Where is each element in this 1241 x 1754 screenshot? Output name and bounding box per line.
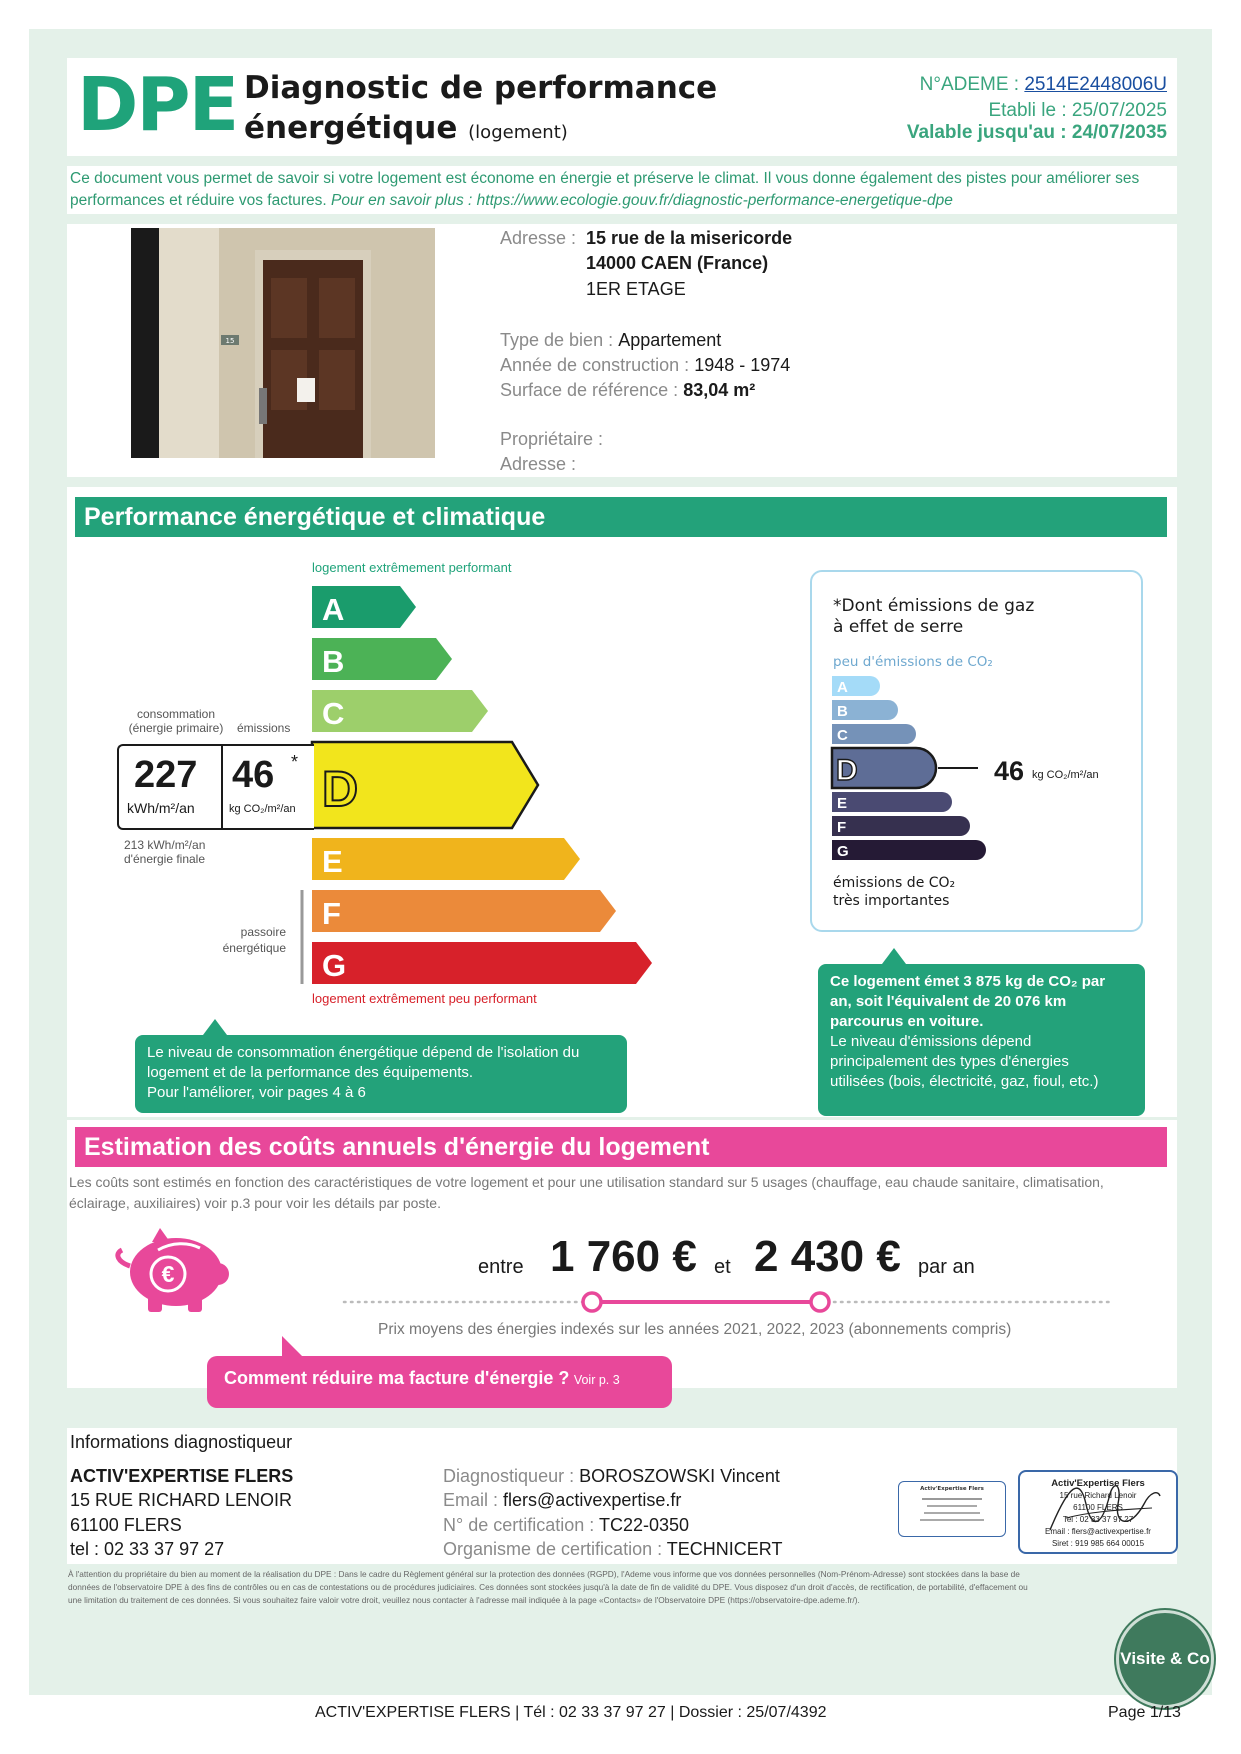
address-line3: 1ER ETAGE	[586, 279, 686, 299]
company-stamp-signed: Activ'Expertise Flers 15 rue Richard Lenoir 61100 FLERS Tel : 02 33 37 97 27 Email : flers@activexpertise.fr Siret : 919 985 664 00015	[1018, 1470, 1178, 1554]
energy-bar-f	[312, 890, 616, 932]
title-line2: énergétique (logement)	[244, 110, 568, 146]
header-panel	[67, 58, 1177, 156]
piggy-bank-icon	[108, 1228, 234, 1314]
consumption-box	[117, 744, 314, 830]
construction-year: Année de construction : 1948 - 1974	[500, 355, 791, 375]
ges-class-c: C	[837, 727, 848, 744]
euro-symbol: €	[161, 1261, 175, 1287]
energy-top-label: logement extrêmement performant	[312, 560, 512, 575]
intro-text: Ce document vous permet de savoir si votre logement est économe en énergie et préserve le climat. Il vous donne également des pistes pour améliorer ses performances et réduire vos factures. Pour en savoir plus : https://www.ecologie.gouv.fr/diagnostic-performance-energetique-dpe	[70, 170, 1140, 209]
energy-class-f: F	[322, 896, 341, 931]
address-label: Adresse :	[500, 228, 577, 248]
ges-bar-d	[832, 748, 936, 788]
energy-class-e: E	[322, 844, 343, 879]
certification-number: N° de certification : TC22-0350	[443, 1515, 690, 1535]
ademe-link[interactable]: 2514E2448006U	[1024, 74, 1167, 95]
intro-panel	[67, 166, 1177, 214]
ges-box	[810, 570, 1143, 932]
title-line1: Diagnostic de performance	[244, 70, 718, 106]
energy-class-c: C	[322, 696, 345, 731]
company-name: ACTIV'EXPERTISE FLERS	[70, 1466, 294, 1486]
property-panel	[67, 224, 1177, 477]
footer-info: ACTIV'EXPERTISE FLERS | Tél : 02 33 37 97 27 | Dossier : 25/07/4392	[315, 1704, 827, 1721]
title-suffix: (logement)	[468, 122, 568, 143]
reduce-bill-cta[interactable]: Comment réduire ma facture d'énergie ? Voir p. 3	[207, 1356, 672, 1408]
costs-description: Les coûts sont estimés en fonction des caractéristiques de votre logement et pour une utilisation standard sur 5 usages (chauffage, eau chaude sanitaire, climatisation, éclairage, auxiliaires) voir p.3 pour voir les détails par poste.	[69, 1174, 1104, 1211]
energy-bar-c	[312, 690, 488, 732]
emissions-star: *	[291, 752, 299, 772]
ges-bubble: Ce logement émet 3 875 kg de CO₂ par an, soit l'équivalent de 20 076 km parcourus en voiture. Le niveau d'émissions dépend principalement des types d'énergies utilisées (bois, électricité, gaz, fioul, etc.)	[818, 964, 1145, 1116]
diagnostician-title: Informations diagnostiqueur	[70, 1432, 293, 1452]
consumption-unit: kWh/m²/an	[127, 800, 195, 816]
ademe-number: N°ADEME : 2514E2448006U	[919, 74, 1167, 95]
performance-title: Performance énergétique et climatique	[75, 497, 1167, 537]
legal-notice: À l'attention du propriétaire du bien au moment de la réalisation du DPE : Dans le cadre du Règlement général sur la protection des données (RGPD), l'Ademe vous informe que vos données personnelles (Nom-Prénom-Adresse) sont stockées dans la base de données de l'observatoire DPE à des fins de contrôles ou en cas de contestations ou de procédures judiciaires. Ces données sont stockées jusqu'à la date de fin de validité du DPE. Vous disposez d'un droit d'accès, de rectification, de portabilité, d'effacement ou une limitation du traitement de ces données. Si vous souhaitez faire valoir votre droit, veuillez nous contacter à l'adresse mail indiquée à la page «Contacts» de l'Observatoire DPE (https://observatoire-dpe.ademe.fr/).	[68, 1569, 1028, 1605]
company-city: 61100 FLERS	[70, 1515, 182, 1535]
address-line2: 14000 CAEN (France)	[586, 253, 769, 273]
intro-more-link[interactable]: Pour en savoir plus : https://www.ecologie.gouv.fr/diagnostic-performance-energetique-dpe	[331, 192, 953, 209]
company-stamp-small: Activ'Expertise Flers	[898, 1481, 1006, 1537]
ges-bubble-pointer	[882, 948, 906, 964]
energy-bubble-pointer	[203, 1019, 227, 1035]
energy-bar-e	[312, 838, 580, 880]
energy-bubble: Le niveau de consommation énergétique dépend de l'isolation du logement et de la performance des équipements. Pour l'améliorer, voir pages 4 à 6	[135, 1035, 627, 1113]
dpe-logo: DPE	[77, 62, 238, 148]
address-line1: 15 rue de la misericorde	[586, 228, 793, 248]
reference-surface: Surface de référence : 83,04 m²	[500, 380, 756, 400]
etabli-date: Etabli le : 25/07/2025	[988, 100, 1167, 121]
ges-bar-c	[832, 724, 916, 744]
price-max-marker	[811, 1293, 829, 1311]
consumption-header: consommation (énergie primaire)	[128, 707, 224, 735]
ges-class-d: D	[836, 754, 858, 787]
ges-bar-f	[832, 816, 970, 836]
consumption-divider	[221, 746, 223, 828]
price-and: et	[714, 1256, 731, 1278]
ges-class-a: A	[837, 679, 848, 696]
ges-bar-e	[832, 792, 952, 812]
energy-class-b: B	[322, 644, 345, 679]
ges-unit: kg CO₂/m²/an	[1032, 769, 1099, 781]
energy-bottom-label: logement extrêmement peu performant	[312, 991, 537, 1006]
costs-title: Estimation des coûts annuels d'énergie du logement	[75, 1127, 1167, 1167]
owner-address-label: Adresse :	[500, 454, 577, 474]
emissions-header: émissions	[237, 721, 291, 735]
emissions-unit: kg CO₂/m²/an	[229, 803, 296, 815]
ges-class-b: B	[837, 703, 848, 720]
diagnostician-name: Diagnostiqueur : BOROSZOWSKI Vincent	[443, 1466, 780, 1486]
price-max: 2 430 €	[754, 1232, 901, 1281]
certification-org: Organisme de certification : TECHNICERT	[443, 1539, 783, 1559]
company-street: 15 RUE RICHARD LENOIR	[70, 1490, 293, 1510]
price-min: 1 760 €	[550, 1232, 697, 1281]
price-between: entre	[478, 1256, 524, 1278]
energy-bar-g	[312, 942, 652, 984]
ges-value: 46	[994, 756, 1025, 786]
ges-class-g: G	[837, 843, 849, 860]
diagnostician-email: Email : flers@activexpertise.fr	[443, 1490, 682, 1510]
energy-bar-d	[312, 742, 538, 828]
company-tel: tel : 02 33 37 97 27	[70, 1539, 225, 1559]
energy-bar-b	[312, 638, 452, 680]
visite-co-badge: Visite & Co	[1116, 1610, 1214, 1708]
final-energy: 213 kWh/m²/an d'énergie finale	[124, 838, 206, 866]
valable-date: Valable jusqu'au : 24/07/2035	[906, 122, 1167, 143]
ges-bar-b	[832, 700, 898, 720]
property-type: Type de bien : Appartement	[500, 330, 722, 350]
price-range-track	[340, 1290, 1114, 1314]
email-link[interactable]: flers@activexpertise.fr	[503, 1490, 682, 1510]
building-photo	[131, 228, 435, 458]
ges-bottom-label: émissions de CO₂ très importantes	[833, 875, 956, 909]
energy-class-d: D	[322, 761, 359, 817]
signature	[1040, 1474, 1164, 1546]
ges-bar-g	[832, 840, 986, 860]
ges-title: *Dont émissions de gaz à effet de serre	[833, 596, 1035, 637]
price-min-marker	[583, 1293, 601, 1311]
ges-class-e: E	[837, 795, 848, 812]
energy-class-a: A	[322, 592, 345, 627]
price-note: Prix moyens des énergies indexés sur les années 2021, 2022, 2023 (abonnements compris)	[378, 1321, 1012, 1338]
photo-number: 15	[225, 337, 235, 345]
passoire-label: passoire énergétique	[222, 925, 286, 955]
ges-bar-a	[832, 676, 880, 696]
emissions-value: 46	[232, 754, 275, 796]
ges-class-f: F	[837, 819, 847, 836]
page-number: Page 1/13	[1108, 1704, 1181, 1721]
energy-class-g: G	[322, 948, 347, 983]
consumption-value: 227	[134, 754, 198, 796]
owner-label: Propriétaire :	[500, 429, 604, 449]
ges-top-label: peu d'émissions de CO₂	[833, 654, 993, 670]
price-per-year: par an	[918, 1256, 975, 1278]
energy-bar-a	[312, 586, 416, 628]
